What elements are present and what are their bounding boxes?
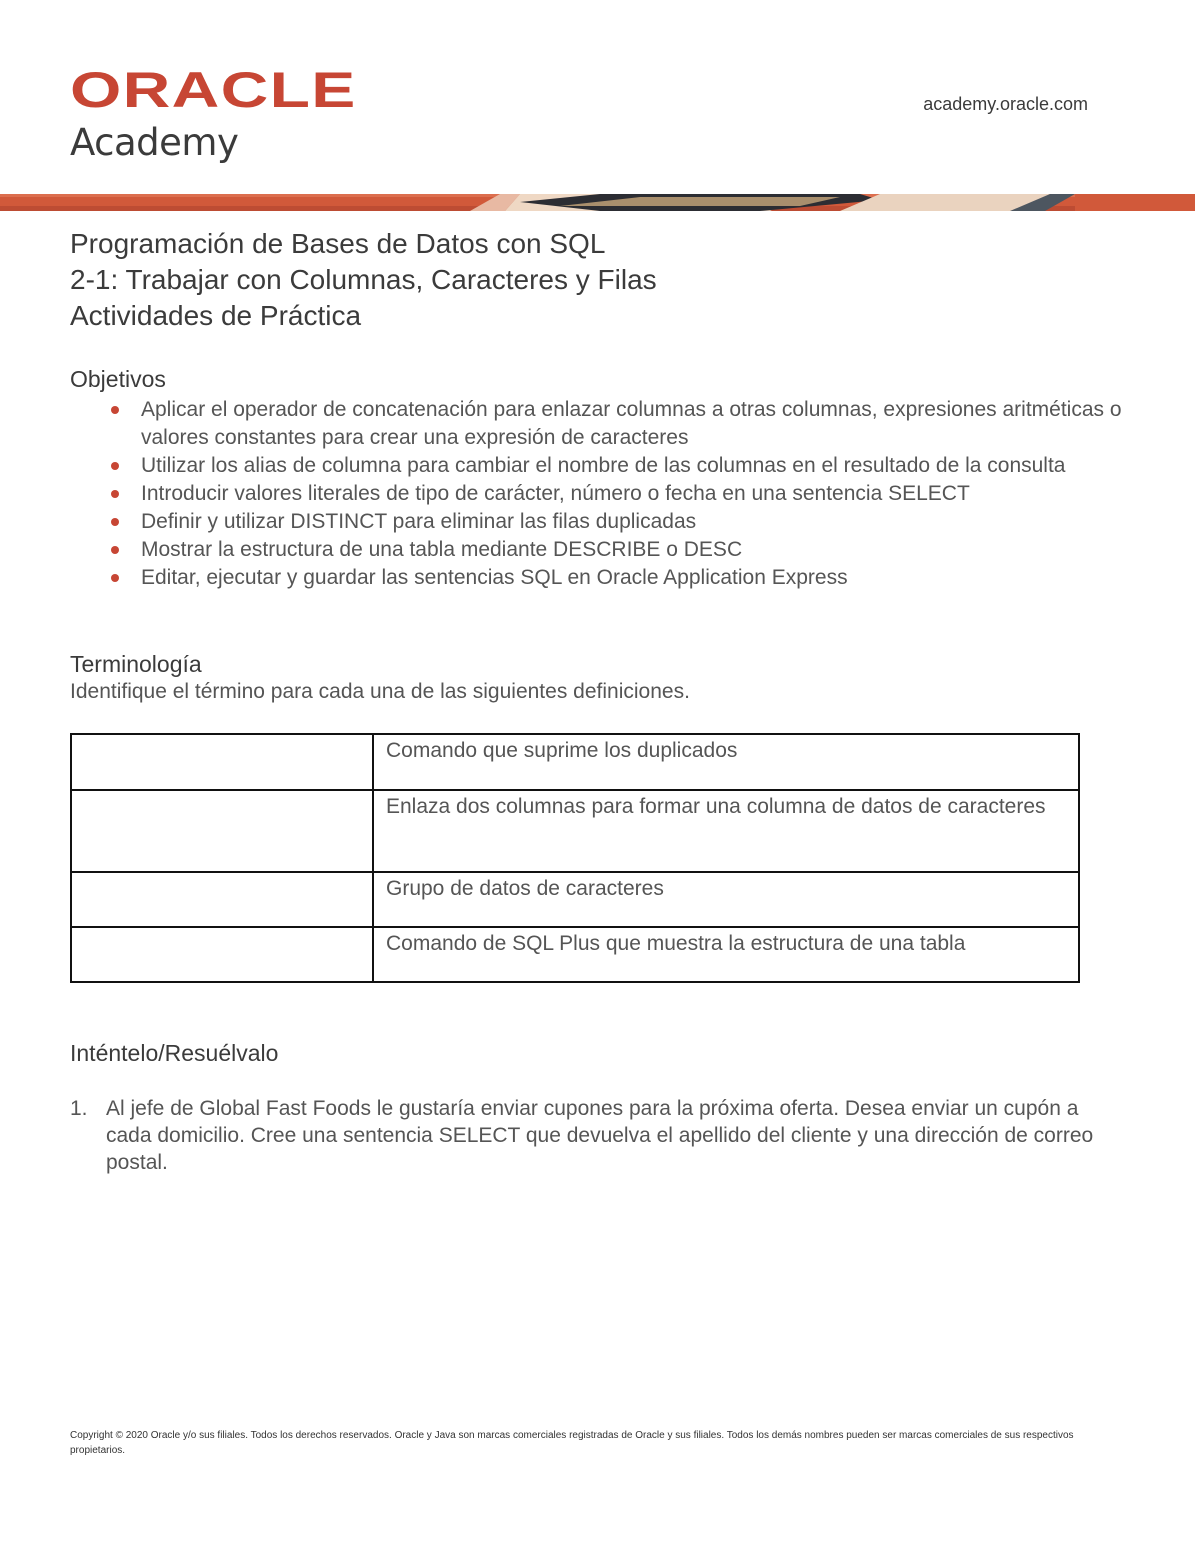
list-item: Introducir valores literales de tipo de carácter, número o fecha en una sentencia SELECT (70, 480, 1130, 508)
exercise-text: Al jefe de Global Fast Foods le gustaría enviar cupones para la próxima oferta. Desea enviar un cupón a cada domicilio. Cree una sentencia SELECT que devuelva el apellido del cliente y una dirección de correo postal. (106, 1097, 1094, 1174)
table-row (71, 927, 1079, 982)
try-it-heading: Inténtelo/Resuélvalo (70, 1040, 279, 1066)
table-row (71, 790, 1079, 872)
list-item: Mostrar la estructura de una tabla mediante DESCRIBE o DESC (70, 536, 1130, 564)
copyright-notice: Copyright © 2020 Oracle y/o sus filiales. Todos los derechos reservados. Oracle y Java son marcas comerciales registradas de Oracle y sus filiales. Todos los demás nombres pueden ser marcas comerciales de sus respectivos propietarios. (70, 1430, 1074, 1456)
course-title: Programación de Bases de Datos con SQL (70, 228, 606, 259)
definition-cell: Comando que suprime los duplicados (373, 734, 1079, 790)
document-titles (70, 226, 657, 334)
objectives-heading: Objetivos (70, 366, 166, 392)
decorative-banner (0, 194, 1200, 211)
list-item: Editar, ejecutar y guardar las sentencias SQL en Oracle Application Express (70, 564, 1130, 592)
bullet-icon (111, 574, 119, 582)
term-answer-cell[interactable] (71, 790, 373, 872)
terminology-heading: Terminología (70, 651, 202, 677)
objectives-list (70, 396, 1130, 592)
bullet-icon (111, 546, 119, 554)
definition-cell: Comando de SQL Plus que muestra la estructura de una tabla (373, 927, 1079, 982)
list-item: Aplicar el operador de concatenación para enlazar columnas a otras columnas, expresiones aritméticas o valores constantes para crear una expresión de caracteres (70, 396, 1130, 452)
list-item: Definir y utilizar DISTINCT para eliminar las filas duplicadas (70, 508, 1130, 536)
bullet-icon (111, 518, 119, 526)
terminology-intro: Identifique el término para cada una de las siguientes definiciones. (70, 680, 690, 703)
oracle-wordmark: ORACLE (70, 62, 357, 118)
lesson-title: 2-1: Trabajar con Columnas, Caracteres y Filas (70, 264, 657, 295)
bullet-icon (111, 490, 119, 498)
term-answer-cell[interactable] (71, 734, 373, 790)
exercise-number: 1. (70, 1097, 88, 1120)
terminology-table (70, 733, 1080, 983)
definition-cell: Enlaza dos columnas para formar una columna de datos de caracteres (373, 790, 1079, 872)
bullet-icon (111, 462, 119, 470)
list-item: Utilizar los alias de columna para cambiar el nombre de las columnas en el resultado de la consulta (70, 452, 1130, 480)
definition-cell: Grupo de datos de caracteres (373, 872, 1079, 927)
activity-title: Actividades de Práctica (70, 300, 362, 331)
term-answer-cell[interactable] (71, 927, 373, 982)
term-answer-cell[interactable] (71, 872, 373, 927)
table-row (71, 872, 1079, 927)
site-url: academy.oracle.com (923, 94, 1088, 114)
exercise-item (70, 1095, 1120, 1176)
academy-wordmark: Academy (70, 121, 239, 164)
bullet-icon (111, 406, 119, 414)
table-row (71, 734, 1079, 790)
oracle-academy-logo (70, 62, 357, 164)
banner-graphic (0, 194, 1200, 211)
